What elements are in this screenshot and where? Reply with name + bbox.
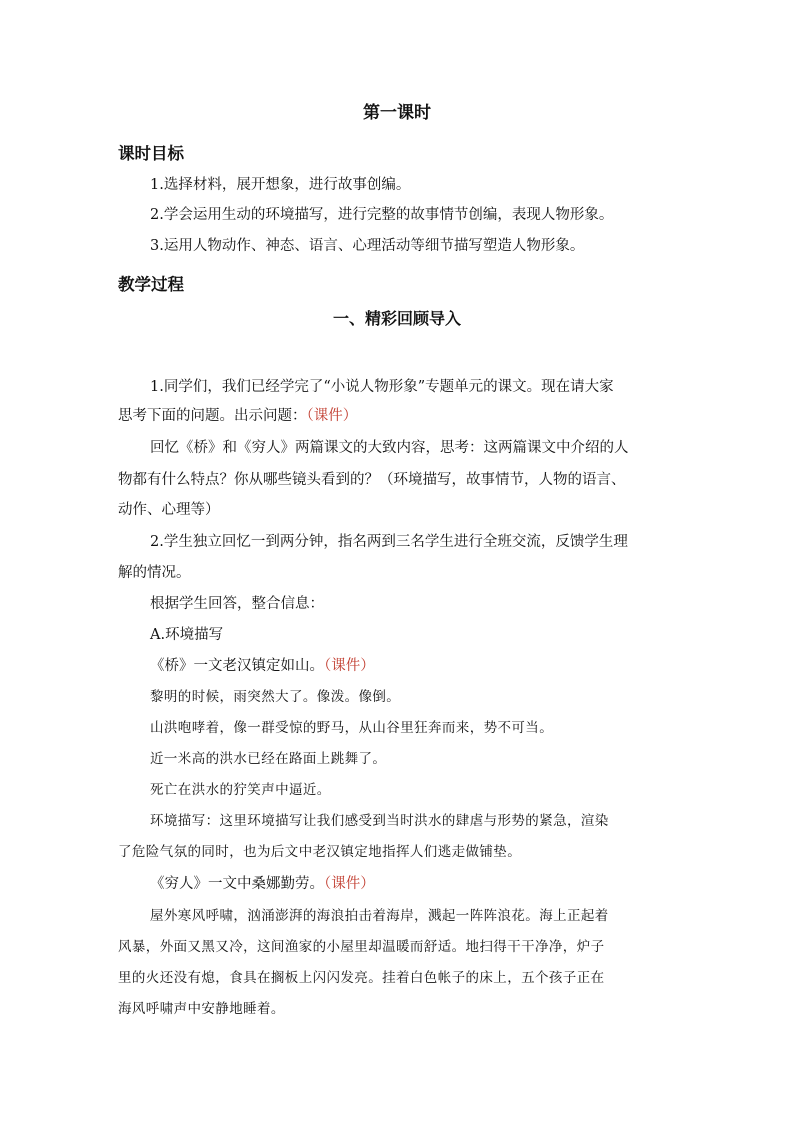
qiongren-quote-line-2: 风暴，外面又黑又冷，这间渔家的小屋里却温暖而舒适。地扫得干干净净，炉子 <box>118 939 605 955</box>
paragraph-1-line-2 <box>118 409 357 424</box>
analysis-line-1: 环境描写：这里环境描写让我们感受到当时洪水的肆虐与形势的紧急，渲染 <box>150 813 609 829</box>
page-title: 第一课时 <box>363 103 431 123</box>
qiao-intro <box>150 659 375 674</box>
process-heading: 教学过程 <box>118 275 184 294</box>
qiao-quote-4: 死亡在洪水的狞笑声中逼近。 <box>150 782 331 798</box>
courseware-label: （课件） <box>324 658 375 674</box>
qiongren-quote-line-3: 里的火还没有熄，食具在搁板上闪闪发亮。挂着白色帐子的床上，五个孩子正在 <box>118 970 605 986</box>
qiao-intro-text: 《桥》一文老汉镇定如山。 <box>150 658 324 674</box>
paragraph-1-text: 思考下面的问题。出示问题： <box>118 408 307 424</box>
goal-item-3: 3.运用人物动作、神态、语言、心理活动等细节描写塑造人物形象。 <box>150 238 585 254</box>
qiongren-quote-line-4: 海风呼啸声中安静地睡着。 <box>118 1001 285 1017</box>
courseware-label: （课件） <box>306 408 358 424</box>
goal-item-2: 2.学会运用生动的环境描写，进行完整的故事情节创编，表现人物形象。 <box>150 207 614 223</box>
qiongren-quote-line-1: 屋外寒风呼啸，汹涌澎湃的海浪拍击着海岸，溅起一阵阵浪花。海上正起着 <box>150 908 609 924</box>
paragraph-1-line-1: 1.同学们，我们已经学完了“小说人物形象”专题单元的课文。现在请大家 <box>150 379 614 395</box>
paragraph-3-line-1: 2.学生独立回忆一到两分钟，指名两到三名学生进行全班交流，反馈学生理 <box>150 534 628 550</box>
goal-item-1: 1.选择材料，展开想象，进行故事创编。 <box>150 177 411 193</box>
goals-heading: 课时目标 <box>118 144 184 163</box>
paragraph-3-line-2: 解的情况。 <box>118 565 191 581</box>
paragraph-2-line-2: 物都有什么特点？你从哪些镜头看到的？（环境描写，故事情节，人物的语言、 <box>118 472 626 488</box>
paragraph-2-line-1: 回忆《桥》和《穷人》两篇课文的大致内容，思考：这两篇课文中介绍的人 <box>150 440 629 456</box>
qiao-quote-3: 近一米高的洪水已经在路面上跳舞了。 <box>150 751 387 767</box>
qiongren-intro <box>150 877 375 892</box>
section-heading: 一、精彩回顾导入 <box>332 309 461 328</box>
courseware-label: （课件） <box>324 876 375 892</box>
analysis-line-2: 了危险气氛的同时，也为后文中老汉镇定地指挥人们逃走做铺垫。 <box>118 844 522 860</box>
qiongren-intro-text: 《穷人》一文中桑娜勤劳。 <box>150 876 324 892</box>
paragraph-2-line-3: 动作、心理等） <box>118 502 220 518</box>
paragraph-5: A.环境描写 <box>150 627 224 643</box>
qiao-quote-1: 黎明的时候，雨突然大了。像泼。像倒。 <box>150 689 401 705</box>
paragraph-4: 根据学生回答，整合信息： <box>150 596 324 612</box>
qiao-quote-2: 山洪咆哮着，像一群受惊的野马，从山谷里狂奔而来，势不可当。 <box>150 720 554 736</box>
